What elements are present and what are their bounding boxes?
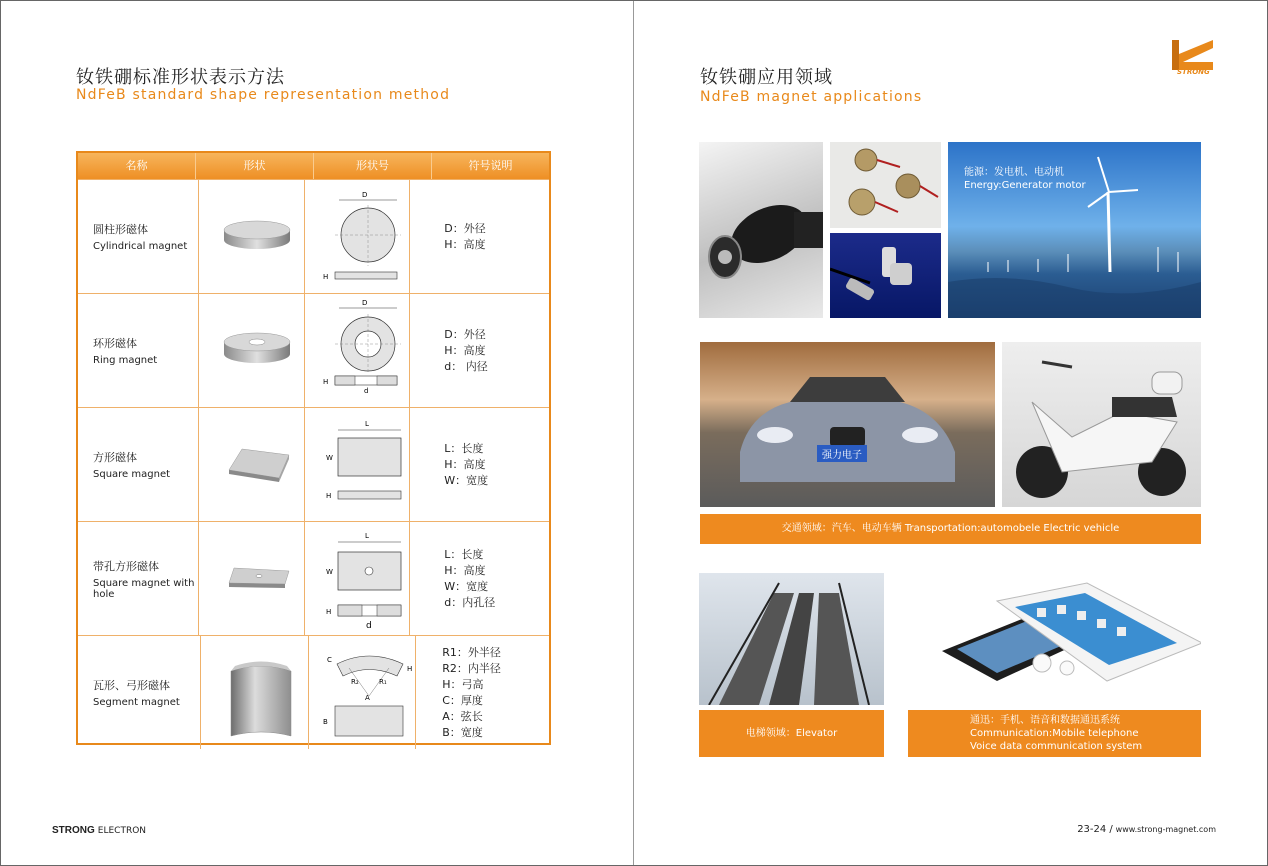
- svg-text:L: L: [364, 532, 369, 540]
- shape-table: [76, 151, 551, 745]
- symbol-line: d：内孔径: [444, 595, 496, 609]
- symbol-line: C：厚度: [442, 693, 483, 707]
- symbol-line: H：高度: [444, 343, 486, 357]
- symbol-line: H：高度: [444, 457, 486, 471]
- name-cn: 瓦形、弓形磁体: [93, 679, 170, 692]
- svg-text:d: d: [365, 621, 372, 631]
- row-name: [78, 408, 199, 521]
- table-row: [78, 521, 549, 635]
- symbol-line: D：外径: [444, 221, 486, 235]
- photo-escalator: [699, 573, 884, 705]
- diagram-segment: [309, 636, 417, 749]
- elevator-text: 电梯领域：Elevator: [745, 728, 838, 739]
- name-cn: 带孔方形磁体: [93, 559, 159, 573]
- symbol-line: L：长度: [444, 441, 484, 455]
- energy-caption: [964, 166, 1086, 192]
- diagram-square: [305, 408, 411, 521]
- svg-text:B: B: [322, 718, 328, 726]
- row-symbols: [410, 408, 549, 521]
- svg-text:L: L: [364, 420, 369, 428]
- header-name: 名称: [78, 153, 196, 179]
- diagram-ring: [305, 294, 411, 407]
- name-en: Segment magnet: [93, 697, 180, 708]
- svg-text:H: H: [325, 492, 331, 500]
- diagram-cylinder: [305, 180, 411, 293]
- comm-en2: Voice data communication system: [970, 741, 1143, 752]
- shape-cylinder-3d: [199, 180, 305, 293]
- photo-micro-motors: [830, 233, 941, 318]
- shape-ring-3d: [199, 294, 305, 407]
- row-name: [78, 522, 199, 635]
- photo-scooter: [1002, 342, 1201, 507]
- transport-text: 交通领域：汽车、电动车辆 Transportation:automobele Electric vehicle: [781, 523, 1120, 534]
- row-symbols: [410, 180, 549, 293]
- left-title-cn: 钕铁硼标准形状表示方法: [76, 67, 285, 88]
- svg-text:H: H: [322, 378, 328, 386]
- table-row: [78, 293, 549, 407]
- header-shape: 形状: [196, 153, 314, 179]
- header-shape-no: 形状号: [314, 153, 432, 179]
- left-footer: [52, 825, 146, 836]
- symbol-line: H：高度: [444, 563, 486, 577]
- name-cn: 圆柱形磁体: [93, 223, 148, 236]
- svg-text:A: A: [364, 694, 370, 702]
- photo-motor: [699, 142, 823, 318]
- footer-brand: STRONG: [52, 825, 95, 836]
- symbol-line: H：高度: [444, 237, 486, 251]
- shape-square-3d: [199, 408, 305, 521]
- photo-phones: [937, 573, 1201, 705]
- name-cn: 方形磁体: [93, 451, 137, 464]
- svg-text:d: d: [363, 387, 368, 395]
- symbol-line: D：外径: [444, 327, 486, 341]
- elevator-bar: [699, 710, 884, 757]
- logo-text: STRONG: [1177, 68, 1210, 76]
- symbol-line: R2：内半径: [442, 661, 501, 675]
- name-en: Cylindrical magnet: [93, 241, 188, 252]
- table-row: [78, 407, 549, 521]
- name-en: Square magnet: [93, 469, 171, 480]
- svg-text:W: W: [325, 568, 333, 576]
- symbol-line: R1：外半径: [442, 645, 501, 659]
- symbol-line: B：宽度: [442, 725, 483, 739]
- row-name: [78, 294, 199, 407]
- diagram-square-hole: [305, 522, 411, 635]
- symbol-line: A：弦长: [442, 709, 483, 723]
- website-url: www.strong-magnet.com: [1115, 825, 1216, 834]
- svg-text:W: W: [325, 454, 333, 462]
- symbol-line: H：弓高: [442, 677, 484, 691]
- photo-car: [700, 342, 995, 507]
- name-en: Ring magnet: [93, 355, 158, 366]
- name-en: Square magnet with hole: [93, 577, 195, 600]
- shape-square-hole-3d: [199, 522, 305, 635]
- row-symbols: [410, 522, 549, 635]
- symbol-line: W：宽度: [444, 579, 489, 593]
- left-title-en: NdFeB standard shape representation method: [76, 87, 451, 103]
- row-symbols: [410, 294, 549, 407]
- svg-text:R₁: R₁: [378, 678, 387, 686]
- svg-text:H: H: [325, 608, 331, 616]
- svg-text:H: H: [406, 665, 412, 673]
- page-number: 23-24 /: [1077, 824, 1113, 835]
- right-title-cn: 钕铁硼应用领域: [700, 67, 833, 88]
- communication-bar: [908, 710, 1201, 757]
- svg-text:D: D: [361, 191, 367, 199]
- symbol-line: L：长度: [444, 547, 484, 561]
- transport-bar: [700, 514, 1201, 544]
- table-header: [78, 153, 549, 179]
- right-footer: [1077, 824, 1216, 835]
- svg-text:R₂: R₂: [350, 678, 359, 686]
- right-page: [634, 0, 1268, 866]
- svg-text:H: H: [322, 273, 328, 281]
- row-name: [78, 180, 199, 293]
- comm-cn: 通迅：手机、语音和数据通迅系统: [970, 715, 1120, 726]
- energy-cn: 能源：发电机、电动机: [964, 167, 1064, 178]
- energy-en: Energy:Generator motor: [964, 180, 1086, 191]
- header-symbol: 符号说明: [468, 159, 513, 172]
- shape-segment-3d: [201, 636, 309, 749]
- footer-electron: ELECTRON: [97, 826, 147, 836]
- row-name: [78, 636, 201, 749]
- svg-text:C: C: [326, 656, 332, 664]
- strong-logo: [1169, 38, 1219, 80]
- photo-wind-turbines: [948, 142, 1201, 318]
- row-symbols: [416, 636, 549, 749]
- table-row: [78, 635, 549, 749]
- symbol-line: d： 内径: [444, 359, 488, 373]
- photo-vibration-motors: [830, 142, 941, 228]
- name-cn: 环形磁体: [93, 337, 137, 350]
- table-row: [78, 179, 549, 293]
- car-plate: 强力电子: [817, 445, 867, 462]
- symbol-line: W：宽度: [444, 473, 489, 487]
- svg-text:D: D: [361, 299, 367, 307]
- comm-en1: Communication:Mobile telephone: [970, 728, 1139, 739]
- right-title-en: NdFeB magnet applications: [700, 89, 923, 105]
